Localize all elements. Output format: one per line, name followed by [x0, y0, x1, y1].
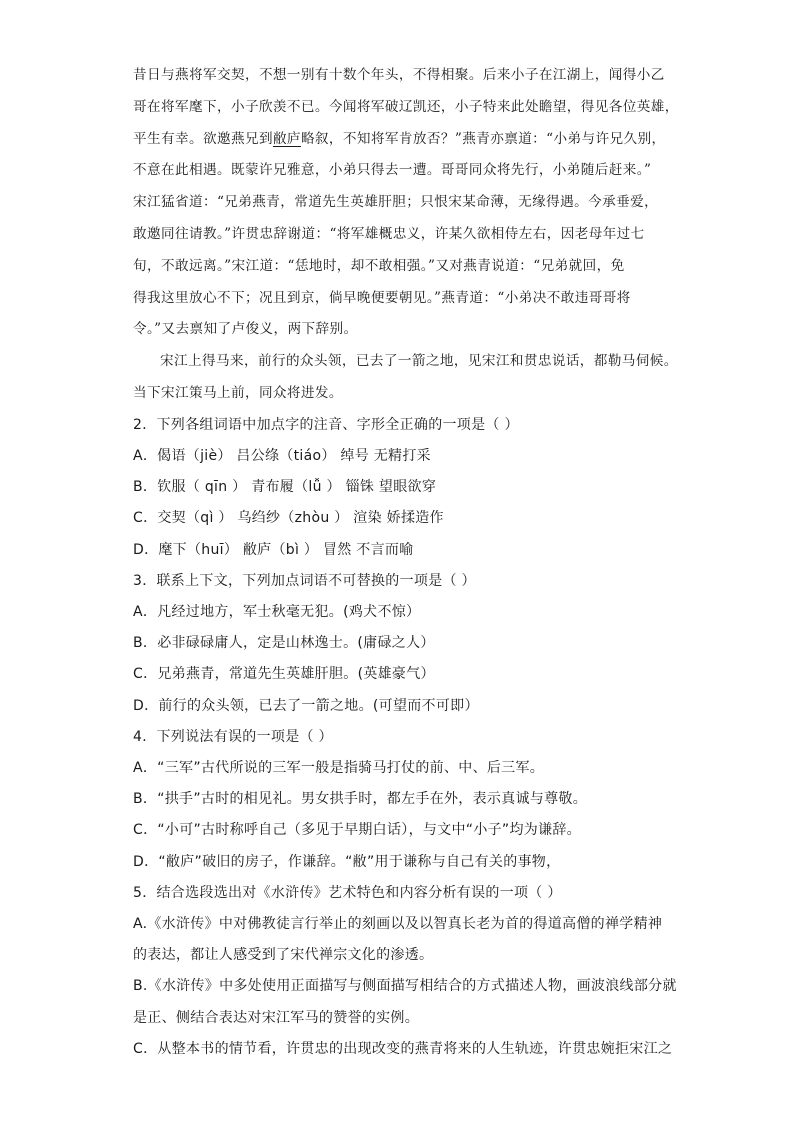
passage-line: 得我这里放心不下；况且到京，倘早晚便要朝见。”燕青道：“小弟决不敢违哥哥将: [133, 289, 631, 306]
passage-line: 昔日与燕将军交契，不想一别有十数个年头，不得相聚。后来小子在江湖上，闻得小乙: [133, 67, 665, 83]
option-c: C．兄弟燕青，常道先生英雄肝胆。(英雄豪气）: [133, 666, 435, 683]
option-b-continued: 是正、侧结合表达对宋江军马的赞誉的实例。: [133, 1009, 419, 1026]
passage-line: 哥在将军麾下，小子欣羡不已。今闻将军破辽凯还，小子特来此处瞻望，得见各位英雄，: [133, 98, 679, 115]
option-c: C．从整本书的情节看，许贯忠的出现改变的燕青将来的人生轨迹，许贯忠婉拒宋江之: [133, 1040, 673, 1057]
questions: [133, 410, 677, 1065]
question-5-stem: 5．结合选段选出对《水浒传》艺术特色和内容分析有误的一项（ ）: [133, 884, 562, 901]
page-content: [133, 60, 679, 1065]
option-d: D．麾下（huī） 敝庐（bì ） 冒然 不言而喻: [133, 541, 414, 558]
passage-line: 宋江猛省道：“兄弟燕青，常道先生英雄肝胆；只恨宋某命薄，无缘得遇。今承垂爱，: [133, 194, 659, 211]
passage: [133, 60, 679, 410]
option-d: D．“敝庐”破旧的房子，作谦辞。“敝”用于谦称与自己有关的事物，: [133, 853, 561, 870]
passage-line: 令。”又去禀知了卢俊义，两下辞别。: [133, 321, 358, 338]
option-a: A．“三军”古代所说的三军一般是指骑马打仗的前、中、后三军。: [133, 760, 545, 776]
option-b: B．必非碌碌庸人，定是山林逸士。(庸碌之人）: [133, 635, 435, 652]
question-2-stem: 2．下列各组词语中加点字的注音、字形全正确的一项是（ ）: [133, 416, 519, 433]
underlined-word: 敝庐: [272, 130, 301, 147]
option-b: B．“拱手”古时的相见礼。男女拱手时，都左手在外，表示真诚与尊敬。: [133, 791, 588, 808]
passage-line: 宋江上得马来，前行的众头领，已去了一箭之地，见宋江和贯忠说话，都勒马伺候。: [160, 353, 678, 370]
option-b: B．钦服（ qīn ） 青布履（lǚ ） 锱铢 望眼欲穿: [133, 479, 437, 496]
passage-line-part: 平生有幸。欲邀燕兄到: [133, 130, 273, 147]
option-a-continued: 的表达，都让人感受到了宋代禅宗文化的渗透。: [133, 947, 434, 964]
option-c: C．“小可”古时称呼自己（多见于早期白话），与文中“小子”均为谦辞。: [133, 822, 581, 839]
passage-line: [133, 124, 673, 156]
option-c: C．交契（qì ） 乌绉纱（zhòu ） 渲染 娇揉造作: [133, 510, 444, 527]
passage-line: 当下宋江策马上前，同众将进发。: [133, 384, 343, 401]
passage-line: 不意在此相遇。既蒙许兄雅意，小弟只得去一遭。哥哥同众将先行，小弟随后赶来。”: [133, 162, 652, 179]
option-a: A.《水浒传》中对佛教徒言行举止的刻画以及以智真长老为首的得道高僧的禅学精神: [133, 916, 663, 933]
passage-line: 敢邀同往请教。”许贯忠辞谢道：“将军雄概忠义，许某久欲相侍左右，因老母年过七: [133, 225, 645, 242]
option-d: D．前行的众头领，已去了一箭之地。(可望而不可即）: [133, 697, 479, 714]
question-4-stem: 4．下列说法有误的一项是（ ）: [133, 728, 333, 745]
option-b: B.《水浒传》中多处使用正面描写与侧面描写相结合的方式描述人物，画波浪线部分就: [133, 978, 677, 995]
option-a: A．偈语（jiè） 吕公绦（tiáo） 绰号 无精打采: [133, 447, 431, 464]
question-3-stem: 3．联系上下文，下列加点词语不可替换的一项是（ ）: [133, 572, 476, 589]
passage-line: 旬，不敢远离。”宋江道：“恁地时，却不敢相强。”又对燕青说道：“兄弟就回，免: [133, 257, 625, 274]
option-a: A．凡经过地方，军士秋毫无犯。(鸡犬不惊）: [133, 603, 421, 620]
passage-line-part: 略叙，不知将军肯放否？”燕青亦禀道：“小弟与许兄久别，: [300, 130, 666, 147]
